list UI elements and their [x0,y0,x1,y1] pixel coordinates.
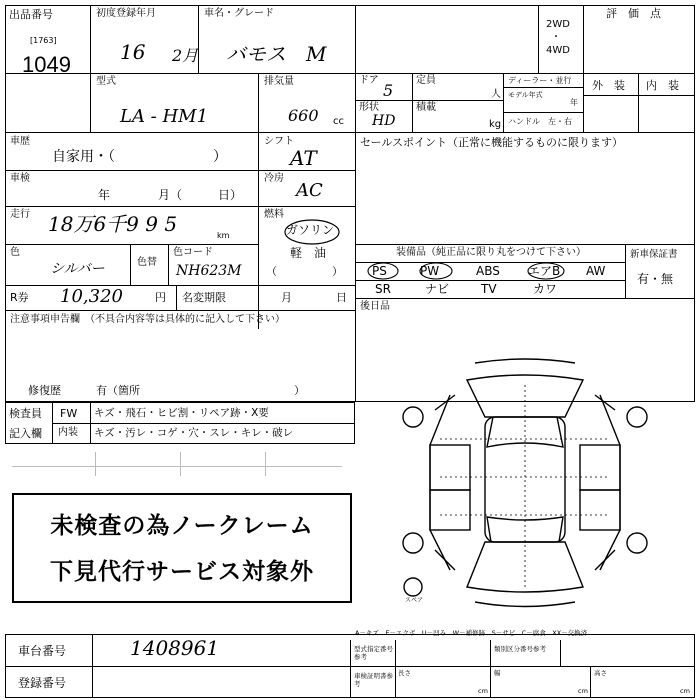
first-registration-year: 16 [120,40,146,64]
width-label: 幅 [494,669,501,677]
color-label: 色 [10,247,20,258]
history-value: 自家用・（ ） [52,149,227,165]
shape-label: 形状 [359,102,379,113]
notice-box [12,493,352,603]
equipment-item: PS [372,264,387,278]
left-front-door [430,445,470,490]
lot-code: [1763] [30,36,57,45]
equipment-item: ABS [476,264,500,278]
category-label: 類別区分番号参考 [494,645,546,653]
notice-line-1: 未検査の為ノークレーム [50,513,314,539]
width-unit: cm [578,687,588,695]
mileage-value: 18万6千9 9 5 [48,212,178,236]
evaluation-label: 評 価 点 [606,7,661,20]
color-code-label: 色コード [173,247,213,258]
recycle-value: 10,320 [60,286,123,307]
spare-label: スペア [405,597,424,604]
model-label: 型式 [96,76,116,87]
height-unit: cm [680,687,690,695]
length-unit: cm [478,687,488,695]
model-year-unit: 年 [570,98,578,107]
drive-dot: ・ [551,32,561,43]
repair-history-label: 修復歴 [28,384,61,397]
recycle-unit: 円 [155,291,166,304]
wheel-rear-left [403,533,423,553]
ac-value: AC [296,180,323,201]
right-rear-door [580,490,620,530]
notice-line-2: 下見代行サービス対象外 [50,559,314,585]
displacement-value: 660 [288,106,319,125]
front-bumper [475,359,575,363]
door-value: 5 [383,81,394,100]
new-car-warranty-label: 新車保証書 [630,249,678,260]
interior-check-label: 内装 [58,427,78,438]
spare-wheel [404,578,422,596]
wheel-front-right [627,407,647,427]
chassis-label: 車台番号 [18,644,67,658]
registration-label: 登録番号 [18,676,67,690]
handle-value: 左・右 [548,117,572,126]
equipment-item: PW [420,264,440,278]
load-unit: kg [489,119,502,130]
inspection-value: 年 月（ 日） [98,188,243,202]
inspector-label-1: 検査員 [9,407,42,420]
equipment-item: TV [481,282,497,296]
wheel-rear-right [627,533,647,553]
chassis-value: 1408961 [130,636,220,660]
equipment-circle [526,262,566,280]
fuel-value: ガソリン [286,223,335,237]
recycle-label: R券 [10,291,29,304]
name-change-day: 日 [336,291,347,304]
first-registration-month: 2月 [172,46,199,65]
displacement-label: 排気量 [264,76,294,87]
inspection-label: 車検 [10,173,30,184]
equipment-item: SR [375,282,391,296]
first-registration-label: 初度登録年月 [96,8,156,19]
car-diagram [395,355,655,615]
wheel-front-left [403,407,423,427]
mileage-unit: km [217,231,230,240]
equipment-item: カワ [533,282,558,296]
exterior-label: 外 装 [592,79,625,92]
sales-point-title: セールスポイント（正常に機能するものに限ります） [360,136,624,149]
car-name-label: 車名・グレード [204,8,274,19]
drive-2wd: 2WD [546,19,570,30]
equipment-circle [366,262,400,280]
fw-text: キズ・飛石・ヒビ割・リペア跡・X要 [94,407,269,419]
shift-label: シフト [264,136,294,147]
fw-label: FW [60,407,78,420]
ac-label: 冷房 [264,173,284,184]
equipment-item: AW [586,264,606,278]
color-code-value: NH623M [176,263,242,279]
dealer-label: ディーラー・並行 [508,76,572,85]
cert-label: 車検証明書参考 [354,672,393,689]
height-label: 高さ [594,669,607,677]
length-label: 長さ [398,669,411,677]
car-name-value: バモス M [226,42,327,66]
capacity-label: 定員 [416,75,436,86]
right-side [600,395,620,570]
inspector-label-2: 記入欄 [9,427,42,440]
drive-4wd: 4WD [546,45,570,56]
fuel-light-oil: 軽 油 [290,246,327,260]
repair-history-value: 有（箇所 ） [96,384,305,397]
name-change-month: 月 [281,291,292,304]
equipment-title: 装備品（純正品に限り丸をつけて下さい） [396,247,586,258]
right-front-door [580,445,620,490]
shift-value: AT [290,146,317,170]
capacity-unit: 人 [491,89,501,100]
lot-label: 出品番号 [9,8,53,21]
type-cert-label: 型式指定番号参考 [354,645,393,662]
fuel-label: 燃料 [264,209,284,220]
rear-date-label: 後日品 [360,301,390,312]
equipment-circle [418,262,454,280]
fuel-circle [282,217,342,247]
mileage-label: 走行 [10,209,30,220]
left-rear-door [430,490,470,530]
left-side [430,395,450,570]
color-change-label: 色替 [137,257,157,268]
model-value: LA - HM1 [120,106,209,127]
shape-value: HD [372,113,396,129]
door-label: ドア [359,75,379,86]
load-label: 積載 [416,102,436,113]
equipment-item: ナビ [425,282,450,296]
rear-bumper [475,602,575,607]
name-change-label: 名変期限 [182,291,226,304]
color-value: シルバー [50,261,105,277]
fuel-paren: （ ） [266,265,343,278]
damage-legend: A－キズ E－エクボ U－凹み W－補修跡 S－サビ C－腐食 XX－交換済 [355,629,588,637]
lot-number: 1049 [22,52,71,77]
equipment-item: エアB [528,264,561,278]
history-label: 車歴 [10,136,30,147]
sheet-frame [5,5,695,402]
handle-label: ハンドル [508,117,540,126]
displacement-unit: cc [333,116,344,127]
model-year-label: モデル年式 [508,91,543,99]
new-car-warranty-value: 有・無 [637,272,674,286]
interior-check-text: キズ・汚レ・コゲ・穴・スレ・キレ・破レ [94,427,294,439]
interior-label: 内 装 [646,79,679,92]
notes-title: 注意事項申告欄 （不具合内容等は具体的に記入して下さい） [10,314,285,325]
